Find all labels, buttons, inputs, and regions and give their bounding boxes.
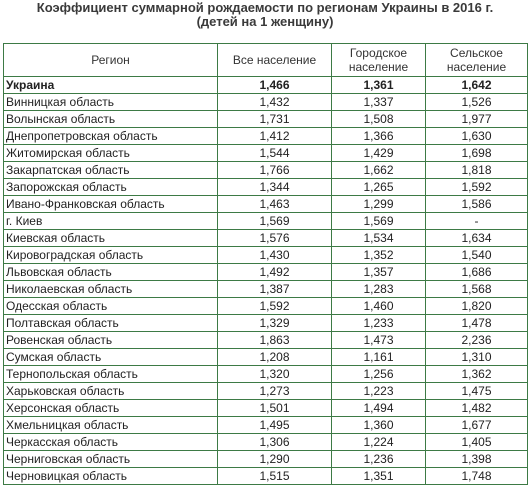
cell-all-population: 1,432 <box>218 94 332 111</box>
table-row <box>4 332 528 349</box>
cell-urban-population: 1,233 <box>332 315 426 332</box>
cell-urban-population: 1,351 <box>332 468 426 485</box>
cell-region: Полтавская область <box>4 315 218 332</box>
cell-all-population: 1,387 <box>218 281 332 298</box>
cell-region: Хмельницкая область <box>4 417 218 434</box>
cell-urban-population: 1,360 <box>332 417 426 434</box>
cell-all-population: 1,290 <box>218 451 332 468</box>
cell-region: Черниговская область <box>4 451 218 468</box>
cell-urban-population: 1,494 <box>332 400 426 417</box>
cell-rural-population: - <box>426 213 528 230</box>
cell-rural-population: 1,642 <box>426 77 528 94</box>
cell-region: Сумская область <box>4 349 218 366</box>
table-row <box>4 451 528 468</box>
cell-region: Николаевская область <box>4 281 218 298</box>
cell-urban-population: 1,256 <box>332 366 426 383</box>
cell-region: Херсонская область <box>4 400 218 417</box>
fertility-table <box>3 43 528 485</box>
table-row <box>4 145 528 162</box>
cell-rural-population: 1,820 <box>426 298 528 315</box>
cell-rural-population: 1,482 <box>426 400 528 417</box>
cell-all-population: 1,863 <box>218 332 332 349</box>
cell-rural-population: 1,677 <box>426 417 528 434</box>
cell-rural-population: 1,630 <box>426 128 528 145</box>
page-title <box>0 1 530 29</box>
cell-rural-population: 2,236 <box>426 332 528 349</box>
cell-all-population: 1,463 <box>218 196 332 213</box>
table-row <box>4 77 528 94</box>
table-row <box>4 383 528 400</box>
header-rural-line-2: население <box>446 60 507 74</box>
cell-region: Днепропетровская область <box>4 128 218 145</box>
header-rural-line-1: Сельское <box>450 46 503 60</box>
cell-rural-population: 1,540 <box>426 247 528 264</box>
cell-all-population: 1,731 <box>218 111 332 128</box>
cell-region: Винницкая область <box>4 94 218 111</box>
cell-urban-population: 1,337 <box>332 94 426 111</box>
cell-all-population: 1,273 <box>218 383 332 400</box>
cell-all-population: 1,766 <box>218 162 332 179</box>
cell-urban-population: 1,508 <box>332 111 426 128</box>
cell-urban-population: 1,265 <box>332 179 426 196</box>
table-row <box>4 468 528 485</box>
table-row <box>4 281 528 298</box>
cell-all-population: 1,569 <box>218 213 332 230</box>
table-header-row <box>4 44 528 77</box>
cell-urban-population: 1,534 <box>332 230 426 247</box>
table-row <box>4 366 528 383</box>
cell-region: Львовская область <box>4 264 218 281</box>
table-row <box>4 400 528 417</box>
cell-all-population: 1,306 <box>218 434 332 451</box>
table-row <box>4 162 528 179</box>
table-row <box>4 434 528 451</box>
cell-rural-population: 1,634 <box>426 230 528 247</box>
cell-region: Черновицкая область <box>4 468 218 485</box>
cell-rural-population: 1,310 <box>426 349 528 366</box>
cell-urban-population: 1,283 <box>332 281 426 298</box>
cell-region: Тернопольская область <box>4 366 218 383</box>
title-line-2: (детей на 1 женщину) <box>196 14 334 29</box>
title-line-1: Коэффициент суммарной рождаемости по регионам Украины в 2016 г. <box>36 0 494 15</box>
header-rural-population <box>426 44 528 77</box>
cell-rural-population: 1,568 <box>426 281 528 298</box>
cell-region: Украина <box>4 77 218 94</box>
cell-region: Черкасская область <box>4 434 218 451</box>
table-row <box>4 230 528 247</box>
cell-rural-population: 1,686 <box>426 264 528 281</box>
cell-urban-population: 1,223 <box>332 383 426 400</box>
cell-rural-population: 1,475 <box>426 383 528 400</box>
table-row <box>4 94 528 111</box>
cell-rural-population: 1,592 <box>426 179 528 196</box>
cell-urban-population: 1,429 <box>332 145 426 162</box>
cell-region: Закарпатская область <box>4 162 218 179</box>
table-row <box>4 179 528 196</box>
cell-urban-population: 1,236 <box>332 451 426 468</box>
cell-region: Запорожская область <box>4 179 218 196</box>
cell-all-population: 1,208 <box>218 349 332 366</box>
cell-urban-population: 1,357 <box>332 264 426 281</box>
cell-rural-population: 1,478 <box>426 315 528 332</box>
cell-all-population: 1,592 <box>218 298 332 315</box>
cell-region: Ивано-Франковская область <box>4 196 218 213</box>
cell-all-population: 1,344 <box>218 179 332 196</box>
table-row <box>4 213 528 230</box>
table-row <box>4 349 528 366</box>
cell-all-population: 1,544 <box>218 145 332 162</box>
cell-region: г. Киев <box>4 213 218 230</box>
cell-rural-population: 1,748 <box>426 468 528 485</box>
cell-rural-population: 1,526 <box>426 94 528 111</box>
cell-urban-population: 1,473 <box>332 332 426 349</box>
header-urban-line-2: население <box>348 60 409 74</box>
table-row <box>4 111 528 128</box>
cell-rural-population: 1,698 <box>426 145 528 162</box>
table-row <box>4 315 528 332</box>
cell-urban-population: 1,361 <box>332 77 426 94</box>
cell-all-population: 1,515 <box>218 468 332 485</box>
cell-rural-population: 1,405 <box>426 434 528 451</box>
cell-urban-population: 1,366 <box>332 128 426 145</box>
header-region: Регион <box>4 44 218 77</box>
cell-region: Харьковская область <box>4 383 218 400</box>
cell-region: Кировоградская область <box>4 247 218 264</box>
cell-rural-population: 1,818 <box>426 162 528 179</box>
cell-region: Житомирская область <box>4 145 218 162</box>
cell-all-population: 1,329 <box>218 315 332 332</box>
header-urban-population <box>332 44 426 77</box>
table-body <box>4 77 528 485</box>
header-all-population: Все население <box>218 44 332 77</box>
cell-region: Волынская область <box>4 111 218 128</box>
cell-urban-population: 1,299 <box>332 196 426 213</box>
cell-urban-population: 1,161 <box>332 349 426 366</box>
cell-all-population: 1,466 <box>218 77 332 94</box>
cell-rural-population: 1,398 <box>426 451 528 468</box>
cell-all-population: 1,320 <box>218 366 332 383</box>
table-row <box>4 128 528 145</box>
cell-region: Одесская область <box>4 298 218 315</box>
cell-urban-population: 1,569 <box>332 213 426 230</box>
fertility-table-container <box>3 43 528 485</box>
cell-all-population: 1,576 <box>218 230 332 247</box>
table-row <box>4 417 528 434</box>
table-row <box>4 247 528 264</box>
cell-all-population: 1,430 <box>218 247 332 264</box>
cell-region: Ровенская область <box>4 332 218 349</box>
table-row <box>4 264 528 281</box>
header-urban-line-1: Городское <box>349 46 408 60</box>
cell-urban-population: 1,224 <box>332 434 426 451</box>
cell-all-population: 1,495 <box>218 417 332 434</box>
cell-rural-population: 1,586 <box>426 196 528 213</box>
cell-all-population: 1,492 <box>218 264 332 281</box>
cell-region: Киевская область <box>4 230 218 247</box>
cell-all-population: 1,412 <box>218 128 332 145</box>
cell-all-population: 1,501 <box>218 400 332 417</box>
cell-urban-population: 1,352 <box>332 247 426 264</box>
cell-urban-population: 1,662 <box>332 162 426 179</box>
cell-rural-population: 1,977 <box>426 111 528 128</box>
cell-urban-population: 1,460 <box>332 298 426 315</box>
cell-rural-population: 1,362 <box>426 366 528 383</box>
table-row <box>4 196 528 213</box>
table-row <box>4 298 528 315</box>
